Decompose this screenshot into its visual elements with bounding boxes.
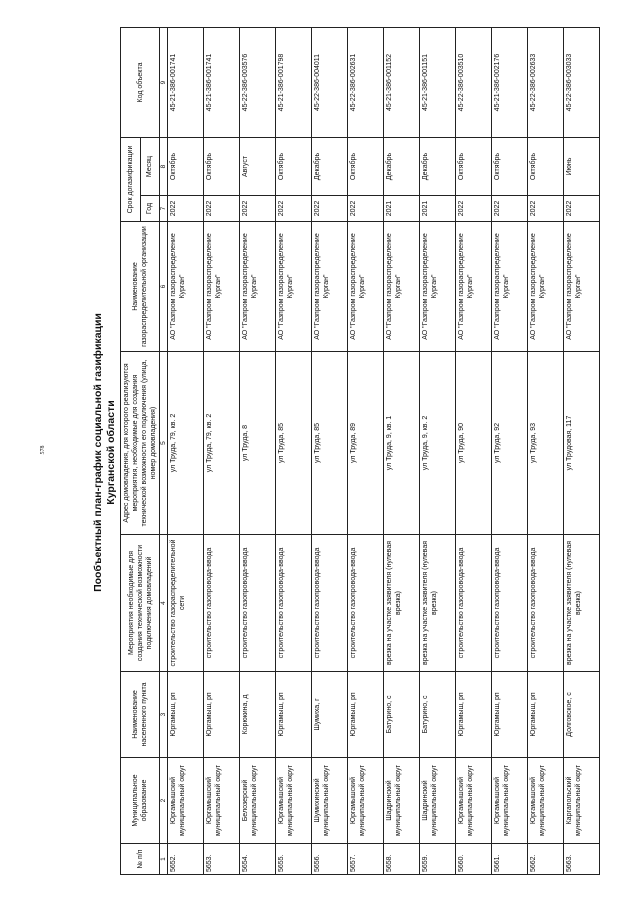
cell-address: ул Труда, 85 xyxy=(312,352,348,535)
cell-settlement: Юргамыш, рп xyxy=(456,672,492,758)
cell-settlement: Юргамыш, рп xyxy=(528,672,564,758)
header-deadline: Срок догазификации xyxy=(121,138,141,222)
cell-code: 45-22-386-003510 xyxy=(456,28,492,138)
cell-num: 5660. xyxy=(456,844,492,875)
table-row xyxy=(528,28,564,875)
cell-month: Октябрь xyxy=(168,138,204,196)
cell-measures: строительство газопровода-ввода xyxy=(492,535,528,672)
cell-municipality: Юргамышский муниципальный округ xyxy=(492,758,528,844)
table-row xyxy=(456,28,492,875)
cell-address: ул Трудовая, 117 xyxy=(564,352,600,535)
cell-gro: АО "Газпром газораспределение Курган" xyxy=(564,222,600,352)
cell-num: 5663. xyxy=(564,844,600,875)
table-row xyxy=(168,28,204,875)
table-row xyxy=(204,28,240,875)
column-number: 4 xyxy=(160,535,168,672)
cell-settlement: Юргамыш, рп xyxy=(168,672,204,758)
cell-municipality: Юргамышский муниципальный округ xyxy=(276,758,312,844)
table-row xyxy=(384,28,420,875)
cell-gro: АО "Газпром газораспределение Курган" xyxy=(384,222,420,352)
header-measures: Мероприятия необходимые для создания технической возможности подключения домовладений xyxy=(121,535,160,672)
cell-measures: строительство газопровода-ввода xyxy=(348,535,384,672)
cell-gro: АО "Газпром газораспределение Курган" xyxy=(204,222,240,352)
cell-municipality: Юргамышский муниципальный округ xyxy=(168,758,204,844)
table-row xyxy=(492,28,528,875)
cell-municipality: Юргамышский муниципальный округ xyxy=(348,758,384,844)
cell-num: 5656. xyxy=(312,844,348,875)
column-number: 2 xyxy=(160,758,168,844)
cell-address: ул Труда, 93 xyxy=(528,352,564,535)
cell-code: 45-21-386-002176 xyxy=(492,28,528,138)
header-municipality: Муниципальное образование xyxy=(121,758,160,844)
cell-measures: строительство газопровода-ввода xyxy=(528,535,564,672)
cell-code: 45-21-386-001741 xyxy=(204,28,240,138)
cell-month: Декабрь xyxy=(312,138,348,196)
column-number: 9 xyxy=(160,28,168,138)
cell-year: 2022 xyxy=(204,196,240,222)
cell-settlement: Юргамыш, рп xyxy=(204,672,240,758)
table-row xyxy=(564,28,600,875)
cell-month: Октябрь xyxy=(492,138,528,196)
cell-settlement: Шумиха, г xyxy=(312,672,348,758)
cell-measures: врезка на участке заявителя (нулевая врезка) xyxy=(384,535,420,672)
cell-measures: строительство газопровода-ввода xyxy=(204,535,240,672)
cell-code: 45-21-386-001798 xyxy=(276,28,312,138)
cell-gro: АО "Газпром газораспределение Курган" xyxy=(420,222,456,352)
cell-month: Декабрь xyxy=(384,138,420,196)
cell-year: 2022 xyxy=(492,196,528,222)
cell-code: 45-21-386-001152 xyxy=(384,28,420,138)
cell-code: 45-22-386-003576 xyxy=(240,28,276,138)
table-row xyxy=(276,28,312,875)
cell-measures: строительство газопровода-ввода xyxy=(276,535,312,672)
cell-year: 2021 xyxy=(420,196,456,222)
cell-month: Октябрь xyxy=(456,138,492,196)
cell-gro: АО "Газпром газораспределение Курган" xyxy=(348,222,384,352)
cell-settlement: Батурино, с xyxy=(420,672,456,758)
cell-measures: строительство газопровода-ввода xyxy=(456,535,492,672)
cell-settlement: Долговское, с xyxy=(564,672,600,758)
cell-gro: АО "Газпром газораспределение Курган" xyxy=(456,222,492,352)
header-settlement: Наименование населенного пункта xyxy=(121,672,160,758)
cell-year: 2022 xyxy=(348,196,384,222)
cell-num: 5655. xyxy=(276,844,312,875)
cell-address: ул Труда, 8 xyxy=(240,352,276,535)
cell-month: Октябрь xyxy=(276,138,312,196)
cell-settlement: Батурино, с xyxy=(384,672,420,758)
cell-gro: АО "Газпром газораспределение Курган" xyxy=(492,222,528,352)
cell-municipality: Юргамышский муниципальный округ xyxy=(204,758,240,844)
cell-address: ул Труда, 92 xyxy=(492,352,528,535)
title-line-1: Пообъектный план-график социальной газификации xyxy=(92,313,104,592)
cell-code: 45-22-386-002631 xyxy=(348,28,384,138)
cell-gro: АО "Газпром газораспределение Курган" xyxy=(240,222,276,352)
table-row xyxy=(420,28,456,875)
cell-year: 2022 xyxy=(564,196,600,222)
cell-code: 45-21-386-001151 xyxy=(420,28,456,138)
table-row xyxy=(312,28,348,875)
cell-month: Октябрь xyxy=(204,138,240,196)
cell-year: 2021 xyxy=(384,196,420,222)
cell-gro: АО "Газпром газораспределение Курган" xyxy=(528,222,564,352)
cell-num: 5657. xyxy=(348,844,384,875)
column-number-row xyxy=(160,28,168,875)
cell-gro: АО "Газпром газораспределение Курган" xyxy=(168,222,204,352)
column-number: 6 xyxy=(160,222,168,352)
cell-measures: строительство газопровода-ввода xyxy=(240,535,276,672)
cell-year: 2022 xyxy=(276,196,312,222)
page-number: 578 xyxy=(40,445,46,455)
cell-month: Октябрь xyxy=(348,138,384,196)
cell-municipality: Шумихинский муниципальный округ xyxy=(312,758,348,844)
cell-address: ул Труда, 79, кв. 2 xyxy=(168,352,204,535)
cell-month: Июнь xyxy=(564,138,600,196)
cell-municipality: Белозерский муниципальный округ xyxy=(240,758,276,844)
cell-year: 2022 xyxy=(312,196,348,222)
cell-num: 5662. xyxy=(528,844,564,875)
table-row xyxy=(240,28,276,875)
cell-measures: строительство газопровода-ввода xyxy=(312,535,348,672)
cell-code: 45-22-386-002633 xyxy=(528,28,564,138)
cell-settlement: Корюкина, д xyxy=(240,672,276,758)
header-year: Год xyxy=(140,196,160,222)
cell-gro: АО "Газпром газораспределение Курган" xyxy=(312,222,348,352)
cell-year: 2022 xyxy=(456,196,492,222)
cell-municipality: Шадринский муниципальный округ xyxy=(384,758,420,844)
cell-settlement: Юргамыш, рп xyxy=(276,672,312,758)
cell-address: ул Труда, 90 xyxy=(456,352,492,535)
header-row xyxy=(121,28,141,875)
cell-address: ул Труда, 9, кв. 2 xyxy=(420,352,456,535)
cell-year: 2022 xyxy=(528,196,564,222)
cell-num: 5652. xyxy=(168,844,204,875)
cell-month: Август xyxy=(240,138,276,196)
cell-code: 45-21-386-001741 xyxy=(168,28,204,138)
cell-num: 5654. xyxy=(240,844,276,875)
cell-address: ул Труда, 85 xyxy=(276,352,312,535)
header-gro: Наименование газораспределительной организации xyxy=(121,222,160,352)
cell-address: ул Труда, 89 xyxy=(348,352,384,535)
cell-measures: врезка на участке заявителя (нулевая врезка) xyxy=(564,535,600,672)
column-number: 8 xyxy=(160,138,168,196)
column-number: 7 xyxy=(160,196,168,222)
header-code: Код объекта xyxy=(121,28,160,138)
title-line-2: Курганской области xyxy=(105,400,117,505)
gasification-table xyxy=(120,27,600,875)
cell-code: 45-22-386-004011 xyxy=(312,28,348,138)
cell-address: ул Труда, 79, кв. 2 xyxy=(204,352,240,535)
cell-settlement: Юргамыш, рп xyxy=(492,672,528,758)
cell-municipality: Каргапольский муниципальный округ xyxy=(564,758,600,844)
cell-municipality: Юргамышский муниципальный округ xyxy=(528,758,564,844)
cell-month: Октябрь xyxy=(528,138,564,196)
cell-year: 2022 xyxy=(240,196,276,222)
cell-settlement: Юргамыш, рп xyxy=(348,672,384,758)
cell-month: Декабрь xyxy=(420,138,456,196)
cell-measures: врезка на участке заявителя (нулевая врезка) xyxy=(420,535,456,672)
cell-num: 5661. xyxy=(492,844,528,875)
cell-num: 5653. xyxy=(204,844,240,875)
cell-address: ул Труда, 9, кв. 1 xyxy=(384,352,420,535)
header-num: № п/п xyxy=(121,844,160,875)
page-title xyxy=(92,60,118,845)
table-row xyxy=(348,28,384,875)
cell-measures: строительство газораспределительной сети xyxy=(168,535,204,672)
cell-municipality: Шадринский муниципальный округ xyxy=(420,758,456,844)
cell-municipality: Юргамышский муниципальный округ xyxy=(456,758,492,844)
cell-year: 2022 xyxy=(168,196,204,222)
column-number: 5 xyxy=(160,352,168,535)
cell-code: 45-22-386-003033 xyxy=(564,28,600,138)
header-address: Адрес домовладения, для которого реализуются мероприятия, необходимые для создания технической возможности его подключения (улица, номер домовладения) xyxy=(121,352,160,535)
column-number: 1 xyxy=(160,844,168,875)
cell-num: 5658. xyxy=(384,844,420,875)
cell-num: 5659. xyxy=(420,844,456,875)
cell-gro: АО "Газпром газораспределение Курган" xyxy=(276,222,312,352)
column-number: 3 xyxy=(160,672,168,758)
header-month: Месяц xyxy=(140,138,160,196)
